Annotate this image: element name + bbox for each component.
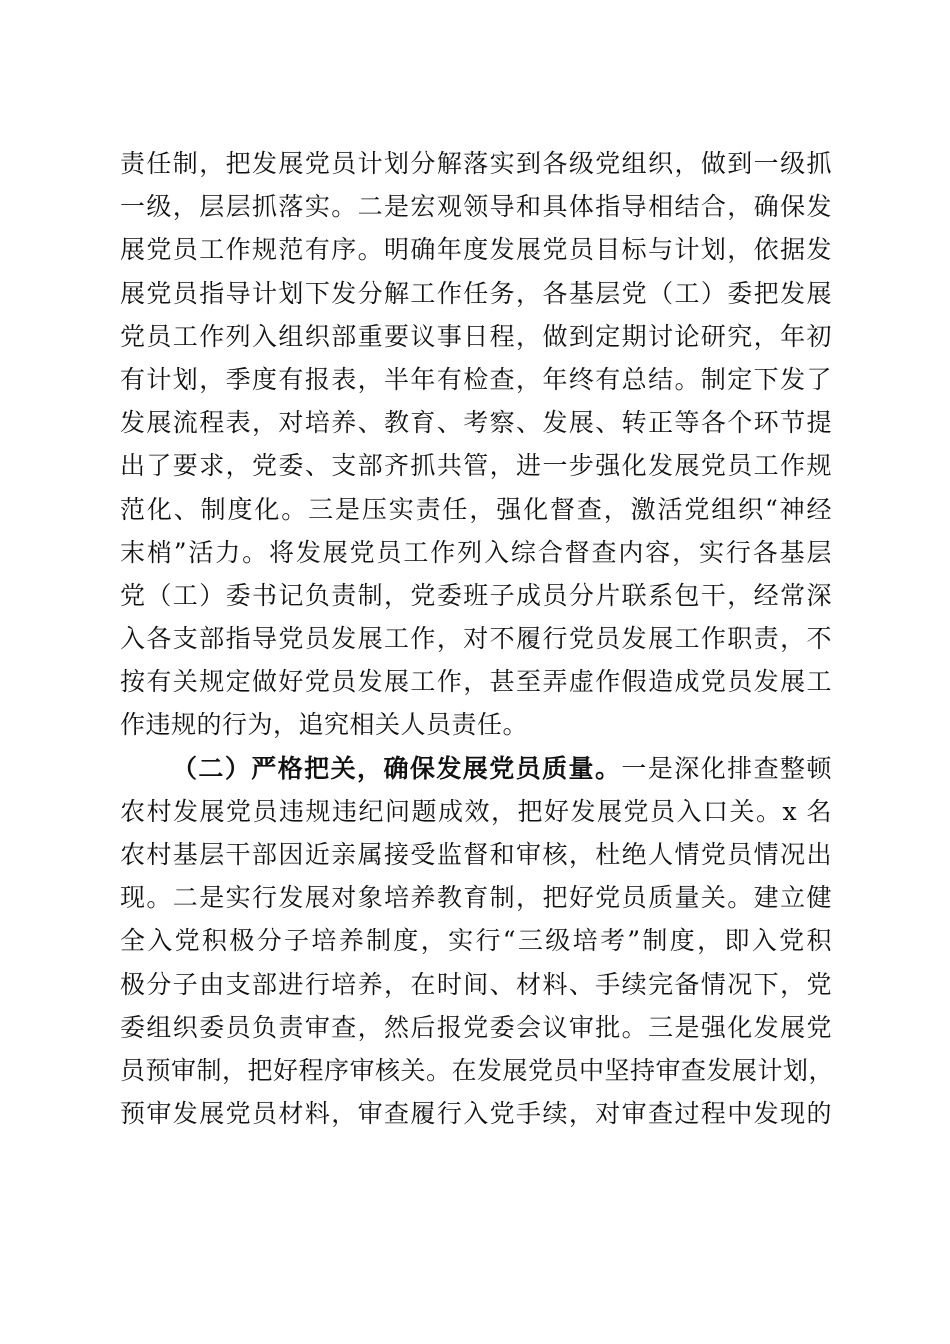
text-line: 责任制，把发展党员计划分解落实到各级党组织，做到一级抓 bbox=[120, 149, 832, 178]
text-line: 党员工作列入组织部重要议事日程，做到定期讨论研究，年初 bbox=[120, 321, 832, 351]
text-line: 预审发展党员材料，审查履行入党手续，对审查过程中发现的 bbox=[120, 1099, 832, 1129]
paragraph-1 bbox=[120, 142, 832, 747]
text-line: 展党员指导计划下发分解工作任务，各基层党（工）委把发展 bbox=[120, 278, 832, 308]
text-line: 入各支部指导党员发展工作，对不履行党员发展工作职责，不 bbox=[120, 624, 832, 654]
text-line: 发展流程表，对培养、教育、考察、发展、转正等各个环节提 bbox=[120, 408, 832, 438]
text-line: 全入党积极分子培养制度，实行“三级培考”制度，即入党积 bbox=[120, 926, 832, 956]
text-line: 员预审制，把好程序审核关。在发展党员中坚持审查发展计划， bbox=[120, 1055, 835, 1085]
text-line: 极分子由支部进行培养，在时间、材料、手续完备情况下，党 bbox=[120, 969, 832, 999]
text-line: 现。二是实行发展对象培养教育制，把好党员质量关。建立健 bbox=[120, 883, 832, 913]
text-line: 按有关规定做好党员发展工作，甚至弄虚作假造成党员发展工 bbox=[120, 667, 832, 697]
section-heading-line bbox=[120, 747, 832, 790]
text-line: 委组织委员负责审查，然后报党委会议审批。三是强化发展党 bbox=[120, 1012, 832, 1042]
text-line: 农村基层干部因近亲属接受监督和审核，杜绝人情党员情况出 bbox=[120, 840, 832, 869]
text-line: 范化、制度化。三是压实责任，强化督查，激活党组织“神经 bbox=[120, 494, 832, 524]
text-line: 农村发展党员违规违纪问题成效，把好发展党员入口关。x 名 bbox=[120, 796, 832, 826]
section-heading: （二）严格把关，确保发展党员质量。 bbox=[172, 753, 622, 783]
text-line: 末梢”活力。将发展党员工作列入综合督查内容，实行各基层 bbox=[120, 537, 832, 567]
text-line: 出了要求，党委、支部齐抓共管，进一步强化发展党员工作规 bbox=[120, 451, 832, 481]
text-line: 一级，层层抓落实。二是宏观领导和具体指导相结合，确保发 bbox=[120, 192, 832, 222]
document-page bbox=[120, 142, 835, 1135]
text-line: 展党员工作规范有序。明确年度发展党员目标与计划，依据发 bbox=[120, 235, 832, 265]
text-line: 党（工）委书记负责制，党委班子成员分片联系包干，经常深 bbox=[120, 580, 832, 610]
paragraph-2 bbox=[120, 747, 835, 1136]
section-text: 一是深化排查整顿 bbox=[621, 753, 832, 783]
text-line: 作违规的行为，追究相关人员责任。 bbox=[120, 710, 529, 740]
text-line: 有计划，季度有报表，半年有检查，年终有总结。制定下发了 bbox=[120, 364, 832, 394]
